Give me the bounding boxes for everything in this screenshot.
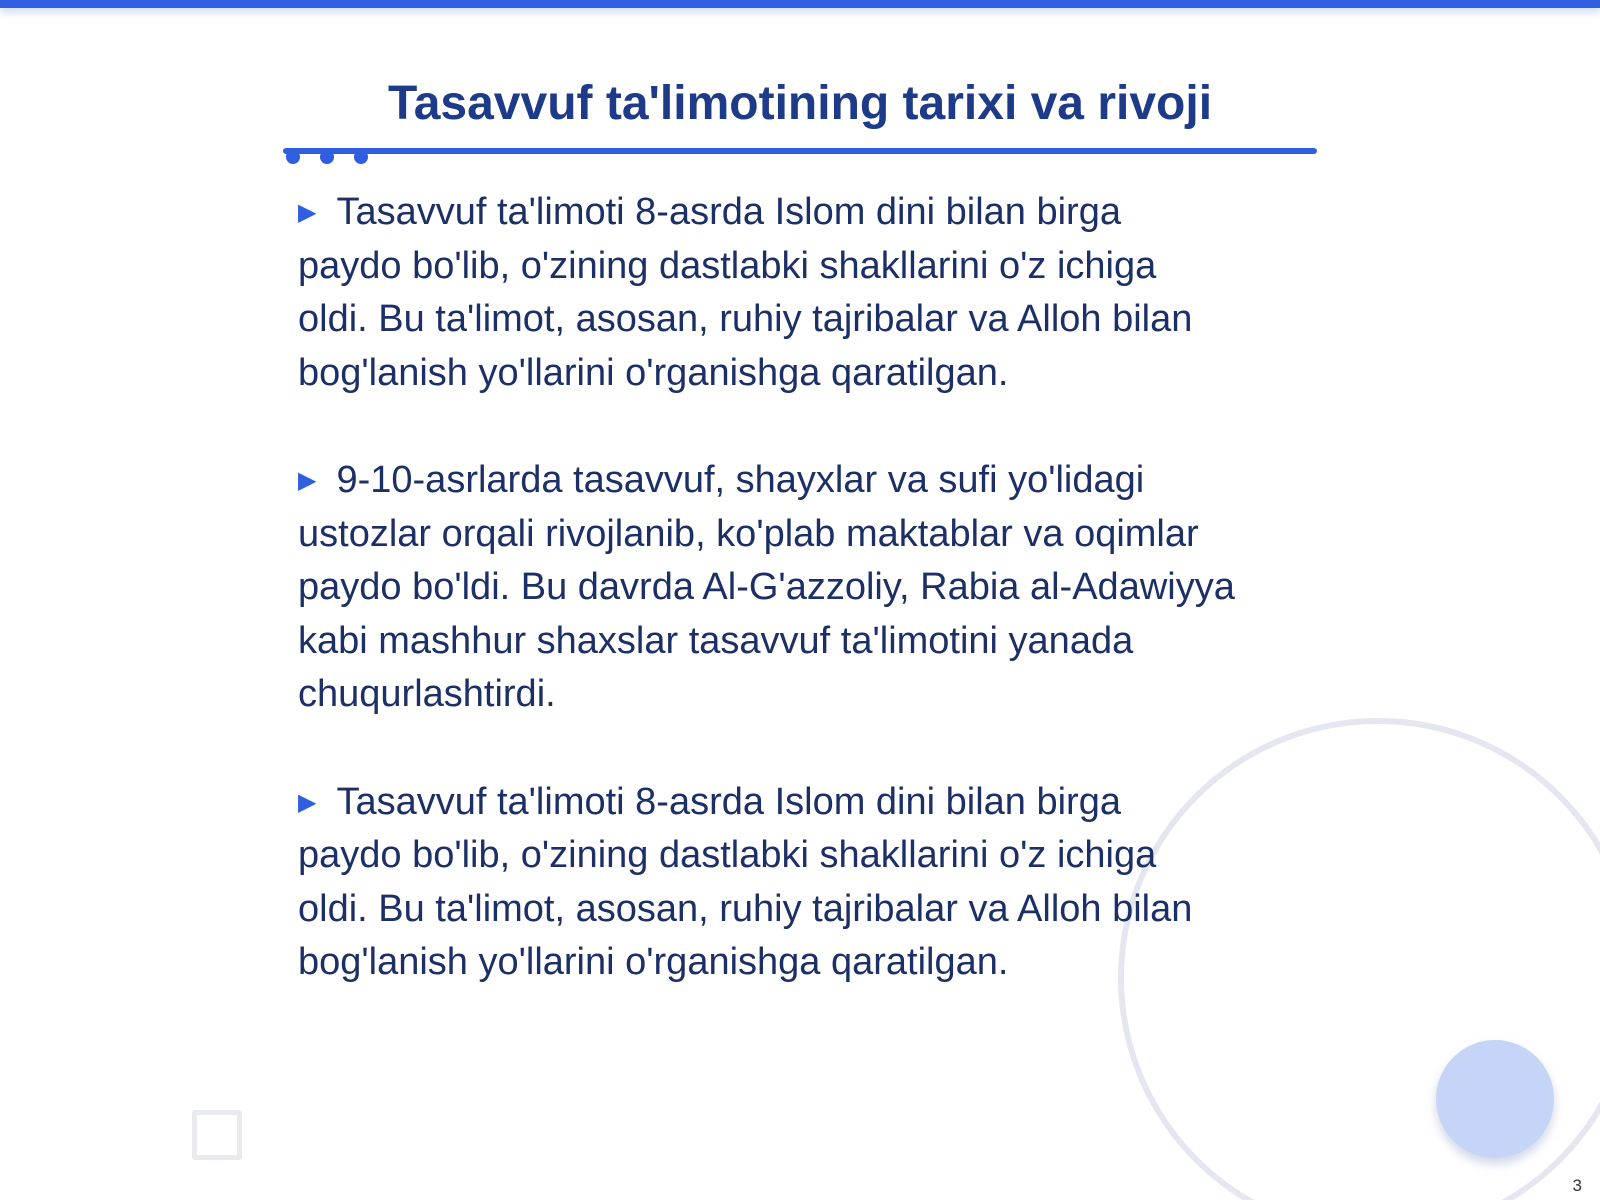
title-dot-3 — [354, 150, 368, 164]
bullet-text: Tasavvuf ta'limoti 8-asrda Islom dini bilan birga paydo bo'lib, o'zining dastlabki shakllarini o'z ichiga oldi. Bu ta'limot, asosan, ruhiy tajribalar va Alloh bilan bog'lanish yo'llarini o'rganishga qaratilgan. — [298, 191, 1193, 394]
bullet-text: Tasavvuf ta'limoti 8-asrda Islom dini bilan birga paydo bo'lib, o'zining dastlabki shakllarini o'z ichiga oldi. Bu ta'limot, asosan, ruhiy tajribalar va Alloh bilan bog'lanish yo'llarini o'rganishga qaratilgan. — [298, 780, 1193, 983]
page-number: 3 — [1572, 1176, 1582, 1195]
bullet-item — [298, 186, 1308, 400]
bullet-marker-icon: ▶ — [298, 467, 317, 494]
slide-title: Tasavvuf ta'limotining tarixi va rivoji — [387, 77, 1213, 130]
title-underline — [283, 148, 1317, 154]
bullet-item — [298, 454, 1308, 722]
decorative-circle-filled — [1436, 1040, 1554, 1158]
title-dot-1 — [286, 150, 300, 164]
bullet-item — [298, 776, 1308, 990]
bullet-marker-icon: ▶ — [298, 788, 317, 816]
title-dot-2 — [320, 150, 334, 164]
decorative-square — [192, 1110, 242, 1160]
bullet-list — [298, 186, 1308, 1044]
top-accent-bar — [0, 0, 1600, 8]
bullet-marker-icon: ▶ — [298, 199, 317, 226]
bullet-text: 9-10-asrlarda tasavvuf, shayxlar va sufi yo'lidagi ustozlar orqali rivojlanib, ko'plab maktablar va oqimlar paydo bo'ldi. Bu davrda Al-G'azzoliy, Rabia al-Adawiyya kabi mashhur shaxslar tasavvuf ta'limotini yanada chuqurlashtirdi. — [298, 459, 1235, 715]
